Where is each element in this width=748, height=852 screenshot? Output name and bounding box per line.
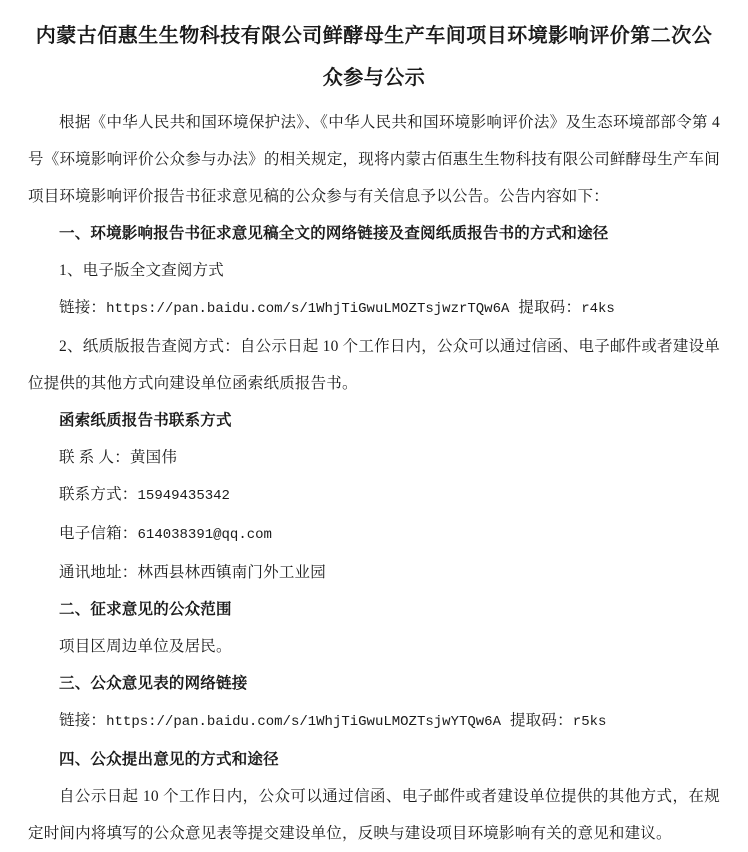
section1-paper-item: 2、纸质版报告查阅方式：自公示日起 10 个工作日内，公众可以通过信函、电子邮件或者建设单位提供的其他方式向建设单位函索纸质报告书。	[28, 338, 720, 392]
section1-heading: 一、环境影响报告书征求意见稿全文的网络链接及查阅纸质报告书的方式和途径	[59, 225, 609, 242]
contact-row-person	[28, 439, 720, 476]
contact-row-phone	[28, 476, 720, 515]
section4-body: 自公示日起 10 个工作日内，公众可以通过信函、电子邮件或者建设单位提供的其他方式，在规定时间内将填写的公众意见表等提交建设单位，反映与建设项目环境影响有关的意见和建议。	[28, 788, 720, 842]
extraction-code-value: r4ks	[581, 301, 615, 317]
contact-heading: 函索纸质报告书联系方式	[59, 412, 232, 429]
contact-email-label: 电子信箱：	[59, 525, 138, 542]
contact-address-label: 通讯地址：	[59, 564, 138, 581]
page-title: 内蒙古佰惠生生物科技有限公司鲜酵母生产车间项目环境影响评价第二次公众参与公示	[35, 25, 713, 89]
contact-person-value: 黄国伟	[129, 449, 178, 466]
extraction-code-label: 提取码：	[518, 299, 582, 316]
section2-heading: 二、征求意见的公众范围	[59, 601, 232, 618]
section4-heading: 四、公众提出意见的方式和途径	[59, 751, 279, 768]
contact-phone-label: 联系方式：	[59, 486, 138, 503]
contact-email-value: 614038391@qq.com	[137, 527, 272, 543]
section2-body: 项目区周边单位及居民。	[59, 638, 232, 655]
extraction-code-label: 提取码：	[509, 712, 573, 729]
section3-link-line	[28, 702, 720, 741]
link-label: 链接：	[59, 299, 107, 316]
section1-electronic-item: 1、电子版全文查阅方式	[59, 262, 224, 279]
contact-row-address	[28, 554, 720, 591]
opinion-form-url: https://pan.baidu.com/s/1WhjTiGwuLMOZTsjwYTQw6A	[106, 714, 501, 730]
extraction-code-value: r5ks	[572, 714, 607, 730]
contact-address-value: 林西县林西镇南门外工业园	[137, 564, 326, 581]
intro-paragraph: 根据《中华人民共和国环境保护法》、《中华人民共和国环境影响评价法》及生态环境部部令第 4 号《环境影响评价公众参与办法》的相关规定，现将内蒙古佰惠生生物科技有限公司鲜酵母生产车间项目环境影响评价报告书征求意见稿的公众参与有关信息予以公告。公告内容如下：	[28, 114, 720, 205]
contact-row-email	[28, 515, 720, 554]
contact-phone-value: 15949435342	[137, 488, 230, 504]
report-full-text-url: https://pan.baidu.com/s/1WhjTiGwuLMOZTsjwzrTQw6A	[106, 301, 510, 317]
section3-heading: 三、公众意见表的网络链接	[59, 675, 248, 692]
section1-link-line	[28, 289, 720, 328]
contact-person-label: 联 系 人：	[59, 449, 130, 466]
link-label: 链接：	[59, 712, 107, 729]
